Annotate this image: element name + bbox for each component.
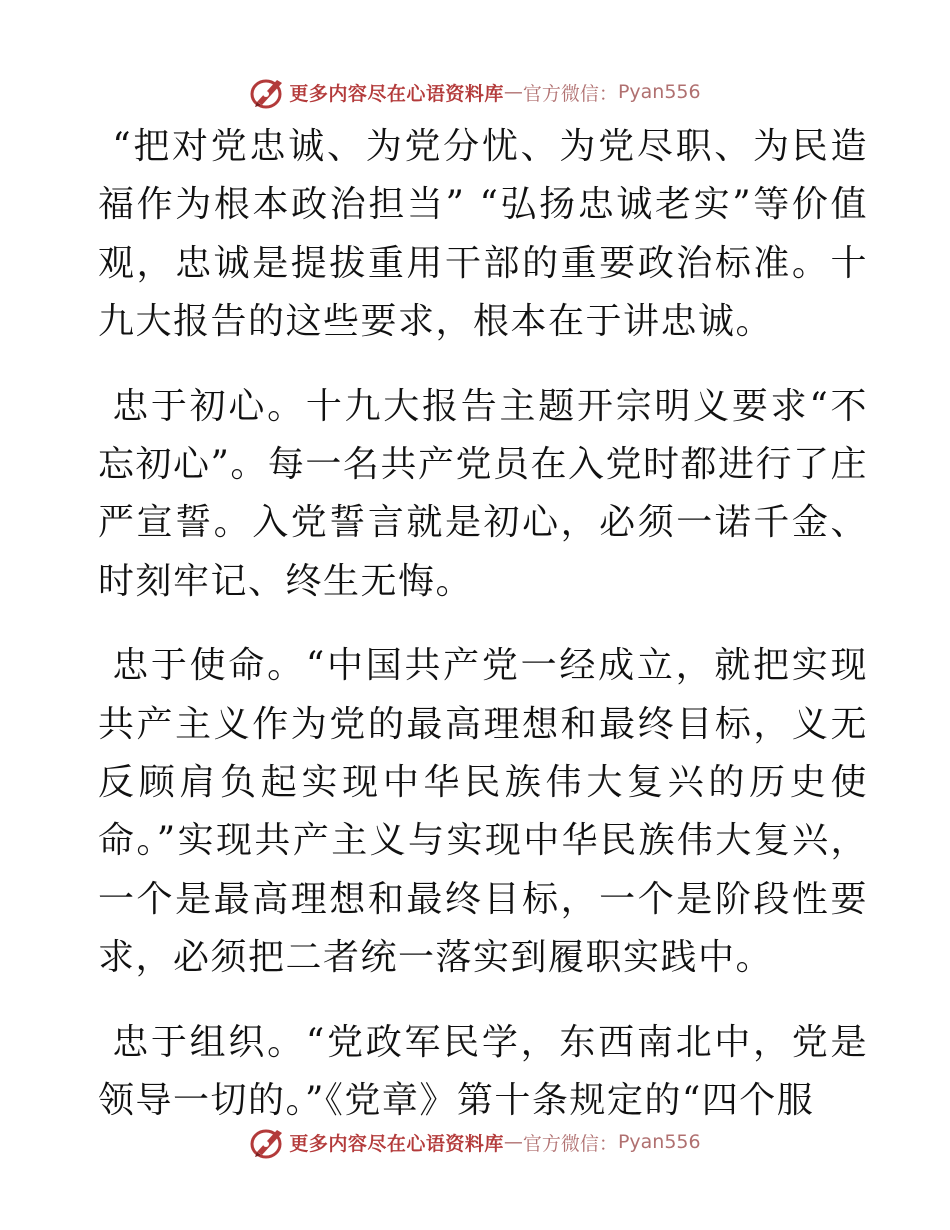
banner-main-text: 更多内容尽在心语资料库: [289, 1132, 504, 1155]
banner-main-text: 更多内容尽在心语资料库: [289, 82, 504, 105]
banner-wechat-label: 官方微信：: [522, 1132, 618, 1155]
pen-logo-icon: [249, 1124, 287, 1160]
paragraph-original-aspiration: 忠于初心。十九大报告主题开宗明义要求“不忘初心”。每一名共产党员在入党时都进行了庄严宣誓。入党誓言就是初心，必须一诺千金、时刻牢记、终生无悔。: [98, 385, 869, 602]
pen-logo-icon: [249, 74, 287, 110]
banner-wechat-id: Pyan556: [617, 1131, 701, 1153]
banner-dash: —: [503, 81, 523, 103]
footer-watermark-banner: [0, 1122, 950, 1162]
banner-wechat-id: Pyan556: [617, 81, 701, 103]
paragraph-mission: 忠于使命。“中国共产党一经成立，就把实现共产主义作为党的最高理想和最终目标，义无反顾肩负起实现中华民族伟大复兴的历史使命。”实现共产主义与实现中华民族伟大复兴，一个是最高理想和最终目标，一个是阶段性要求，必须把二者统一落实到履职实践中。: [98, 645, 869, 979]
paragraph-organization: 忠于组织。“党政军民学，东西南北中，党是领导一切的。”《党章》第十条规定的“四个服: [98, 1021, 869, 1122]
paragraph-loyalty-standard: “把对党忠诚、为党分忧、为党尽职、为民造福作为根本政治担当” “弘扬忠诚老实”等价值观，忠诚是提拔重用干部的重要政治标准。十九大报告的这些要求，根本在于讲忠诚。: [98, 126, 869, 343]
banner-wechat-label: 官方微信：: [522, 82, 618, 105]
banner-dash: —: [503, 1131, 523, 1153]
document-body: [98, 118, 868, 1157]
header-watermark-banner: [0, 72, 950, 112]
